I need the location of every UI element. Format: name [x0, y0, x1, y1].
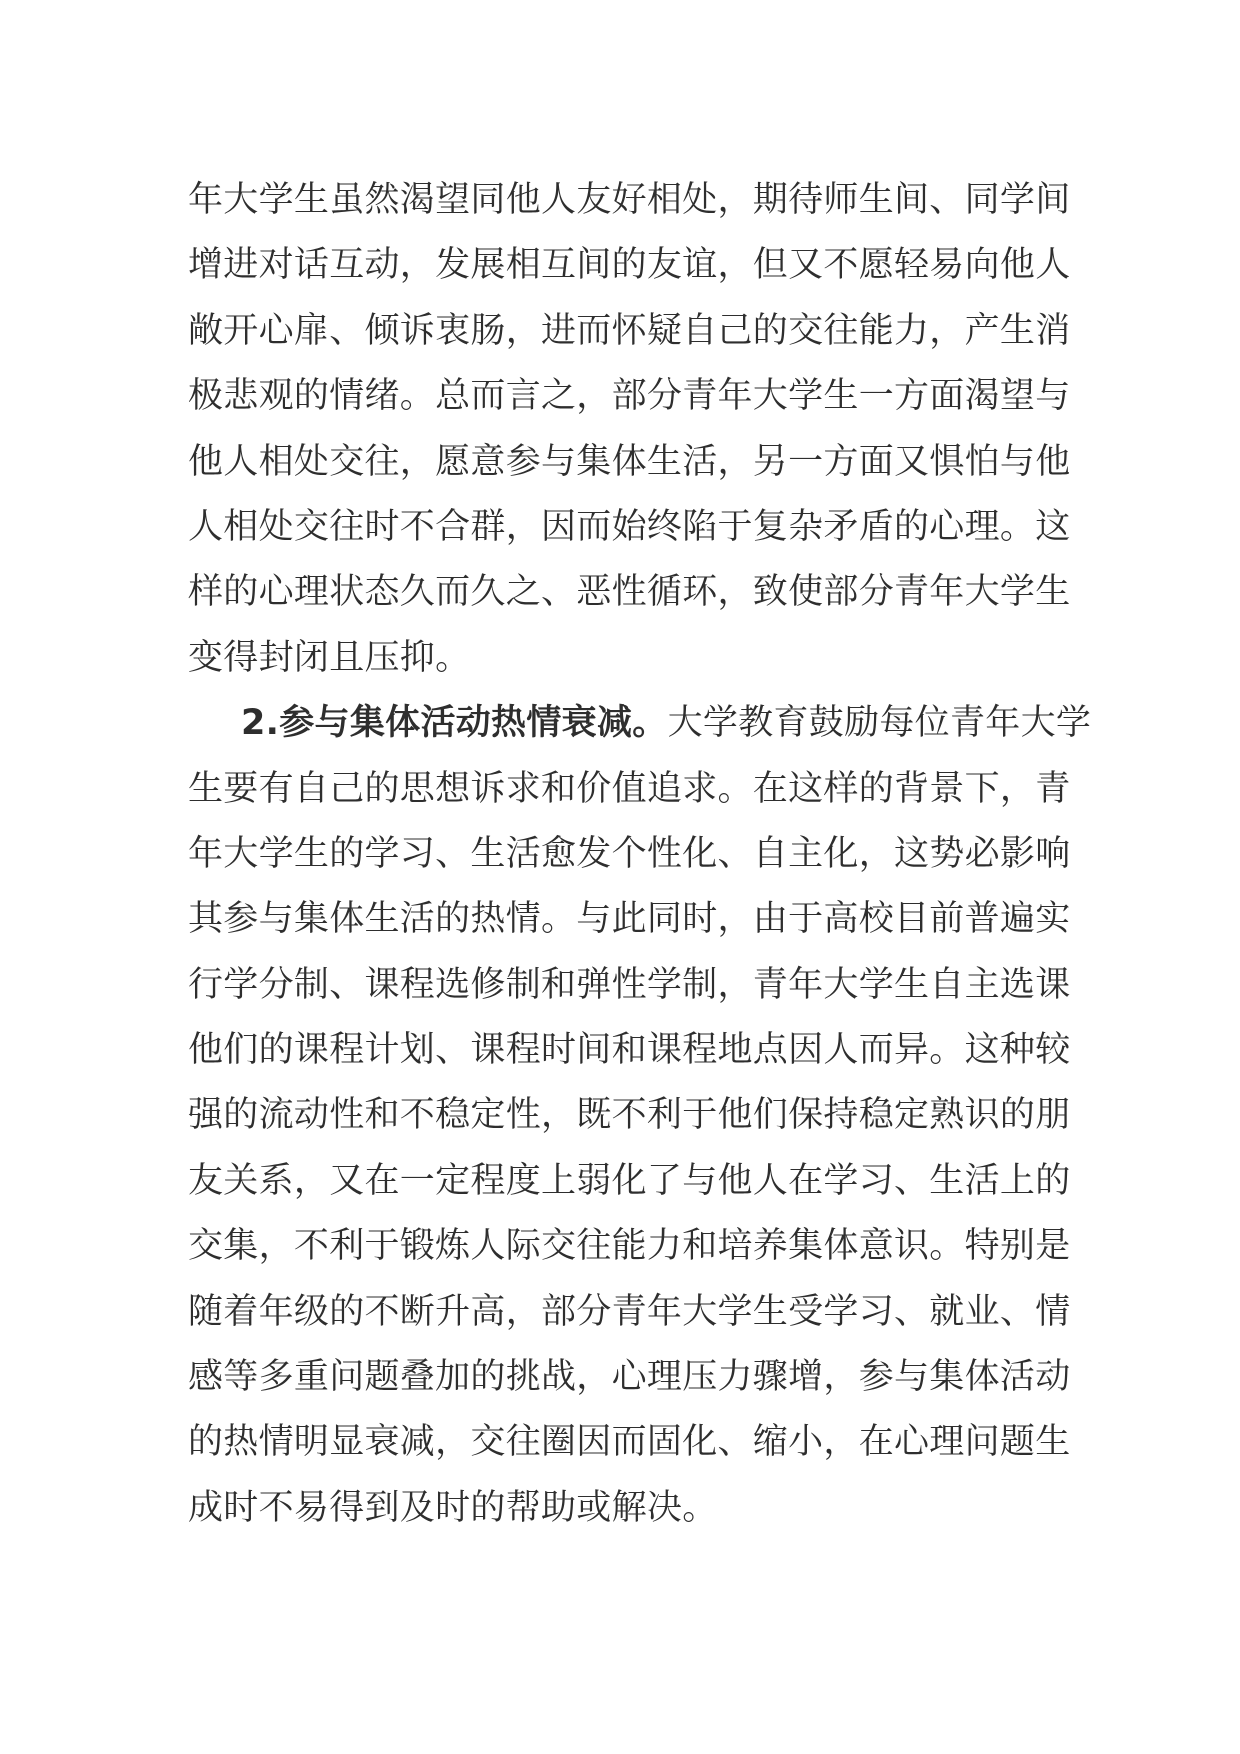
- text-line: 行学分制、课程选修制和弹性学制，青年大学生自主选课: [188, 964, 1071, 1005]
- text-line: 敞开心扉、倾诉衷肠，进而怀疑自己的交往能力，产生消: [188, 310, 1071, 351]
- paragraph-continued: [188, 168, 1071, 691]
- text-line: 交集，不利于锻炼人际交往能力和培养集体意识。特别是: [188, 1226, 1071, 1267]
- text-line: 其参与集体生活的热情。与此同时，由于高校目前普遍实: [188, 899, 1071, 940]
- text-line: 强的流动性和不稳定性，既不利于他们保持稳定熟识的朋: [188, 1095, 1071, 1136]
- text-span: 大学教育鼓励每位青年大学: [667, 703, 1092, 744]
- text-line: 成时不易得到及时的帮助或解决。: [188, 1487, 718, 1528]
- text-line: 人相处交往时不合群，因而始终陷于复杂矛盾的心理。这: [188, 506, 1071, 547]
- body-text: [188, 168, 1092, 1541]
- text-line: 年大学生虽然渴望同他人友好相处，期待师生间、同学间: [188, 180, 1071, 220]
- text-line: 样的心理状态久而久之、恶性循环，致使部分青年大学生: [188, 572, 1071, 613]
- text-line: 感等多重问题叠加的挑战，心理压力骤增，参与集体活动: [188, 1357, 1071, 1398]
- text-line: 他们的课程计划、课程时间和课程地点因人而异。这种较: [188, 1030, 1071, 1071]
- text-line: 年大学生的学习、生活愈发个性化、自主化，这势必影响: [188, 833, 1071, 874]
- text-line: 极悲观的情绪。总而言之，部分青年大学生一方面渴望与: [188, 376, 1071, 417]
- section-heading: 2.参与集体活动热情衰减。: [241, 703, 668, 744]
- text-line: 生要有自己的思想诉求和价值追求。在这样的背景下，青: [188, 768, 1071, 809]
- text-line: 友关系，又在一定程度上弱化了与他人在学习、生活上的: [188, 1160, 1071, 1201]
- text-line: 随着年级的不断升高，部分青年大学生受学习、就业、情: [188, 1291, 1071, 1332]
- paragraph-collective-activity: [188, 691, 1092, 1541]
- text-line: 的热情明显衰减，交往圈因而固化、缩小，在心理问题生: [188, 1422, 1071, 1463]
- text-line: 变得封闭且压抑。: [188, 637, 471, 678]
- paragraph-first-line: [188, 691, 1092, 756]
- text-line: 他人相处交往，愿意参与集体生活，另一方面又惧怕与他: [188, 441, 1071, 482]
- text-line: 增进对话互动，发展相互间的友谊，但又不愿轻易向他人: [188, 245, 1071, 286]
